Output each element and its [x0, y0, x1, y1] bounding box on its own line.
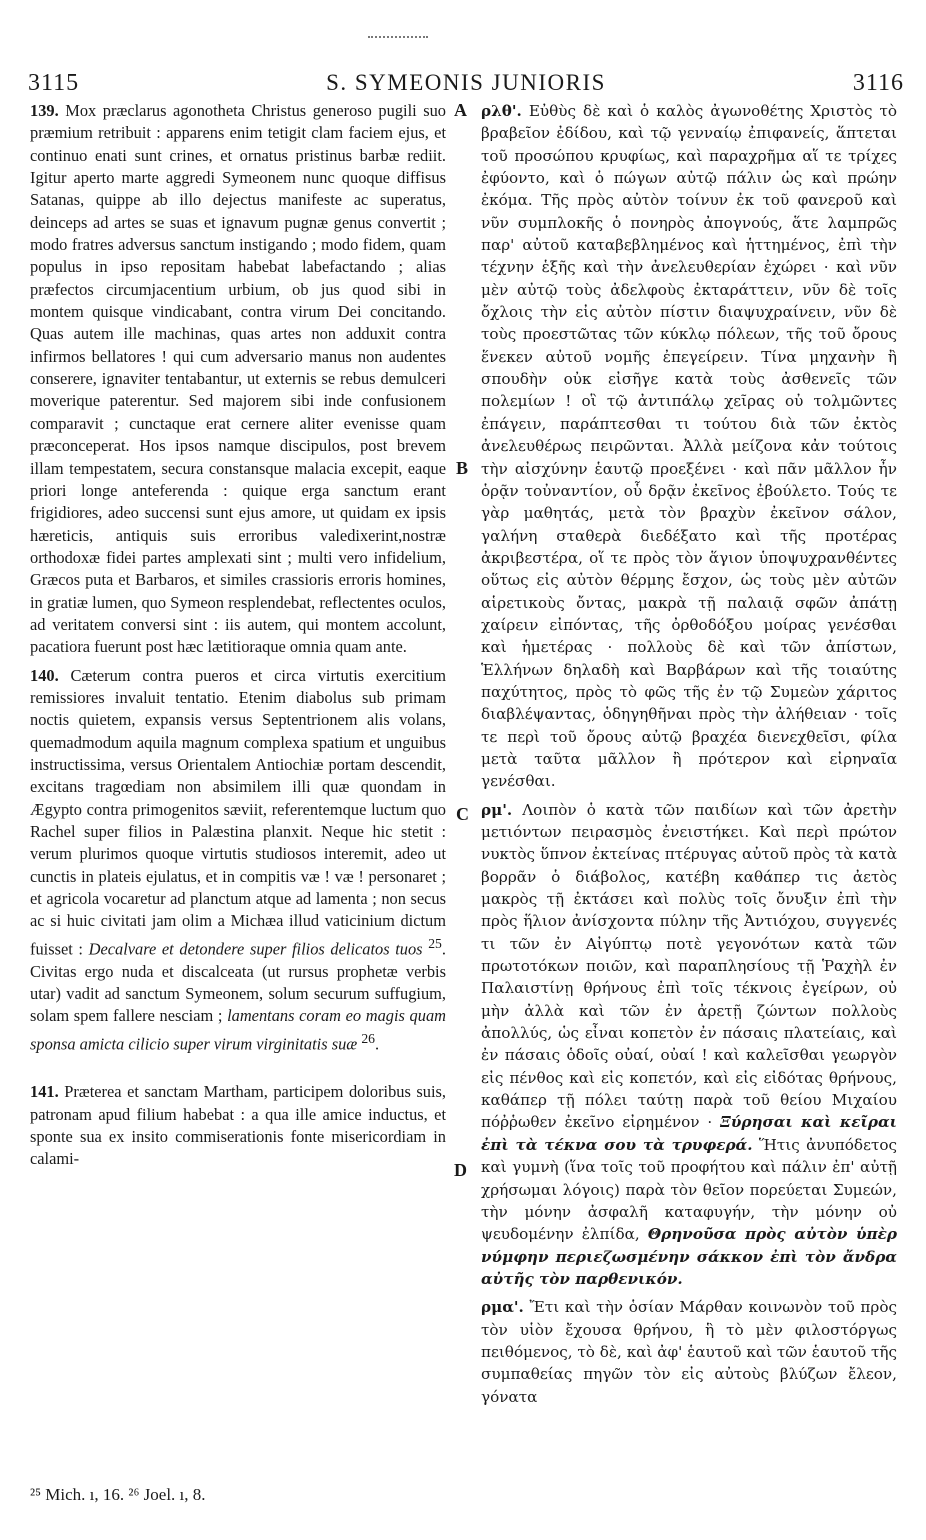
paragraph-number: ρμ'.	[481, 800, 513, 819]
paragraph-text: Λοιπὸν ὁ κατὰ τῶν παιδίων καὶ τῶν ἀρετὴν μετιόντων πειρασμὸς ἐνειστήκει. Καὶ περὶ πρώτον νυκτὸς ὕπνον ἐκτείνας πτέρυγας αὐτοῦ πρὸς τὰ κατὰ βορρᾶν ὁ διάβολος, κατέβη καθάπερ τις ἀετὸς μακρὸς τῇ ἐκτάσει καὶ πολὺς τοῖς ὄνυξιν ἐπὶ τὴν πρὸς ἥλιον ἀνίσχοντα πύλην τῆς Ἀντιόχου, συγγενές τι τῶν ἐν Αἰγύπτῳ ποτὲ γεγονότων κατὰ τῶν πρωτοτόκων ποιῶν, καὶ παραπλησίους τῇ Ῥαχὴλ ἐν Παλαιστίνῃ θρήνους ἐπὶ τοῖς τέκνοις ἐγείρων, οὐ μὴν ἀλλὰ καὶ τῶν ἐν ἀρετῇ ζώντων πολλοὺς ἀπολλύς, ὡς εἶναι κοπετὸν ἐν πάσαις πλατείαις, καὶ ἐν πάσαις ὁδοῖς οὐαί, οὐαί ! καὶ καλεῖσθαι γεωργὸν εἰς πένθος καὶ εἰς κοπετόν, καὶ εἰς εἰδότας θρήνους, καθάπερ τῇ πόλει ταύτῃ παρὰ τοῦ θείου Μιχαίου πόῤῥωθεν ἐκεῖνο εἰρημένον ·	[481, 800, 897, 1132]
margin-letter-c: C	[456, 804, 469, 824]
paragraph-text: Ἥτις ἀνυπόδετος καὶ γυμνὴ (ἵνα τοῖς τοῦ προφήτου καὶ πάλιν ἐπ' αὐτῇ χρήσωμαι λόγοις) παρὰ τὸν θεῖον πορεύεται Συμεών, τὴν μόνην ἀσφαλῆ καταφυγήν, τὴν μόνην οὐ ψευδομένην ἐλπίδα,	[481, 1135, 897, 1244]
paragraph-text: Cæterum contra pueros et circa virtutis exercitium remissiores invaluit tentatio. Etenim diabolus sub primam noctis quietem, expansis versus Septentrionem alis volans, quemadmodum aquila magnum complexa spatium et unguibus instructissima, versus Orientalem Antiochiæ portam descendit, excitans tragœdiam non absimilem illi quæ quondam in Ægypto contra primogenitos sæviit, referentemque luctum quo Rachel super filios in Palæstina planxit. Neque hic stetit : verum plurimos quoque virtutis studiosos interemit, adeo ut cunctis in plateis ejulatus, et in compitis væ ! væ ! personaret ; et agricola vocaretur ad planctum atque ad lamenta ; non secus ac si huic civitati jam olim a Michæa illud vaticinium dictum fuisset :	[30, 665, 446, 959]
paragraph-number: 140.	[30, 665, 59, 685]
margin-letter-d: D	[454, 1160, 467, 1180]
footnote-ref: 26	[361, 1030, 375, 1046]
paragraph-text: Mox præclarus agonotheta Christus generoso pugili suo præmium retribuit : apparens enim tetigit clam faciem ejus, et continuo enati sunt crines, et ornatus pristinus barbæ rediit. Igitur aperto marte aggredi Symeonem nunc quoque diffisus Satanas, quippe ab illo dejectus manifeste ac superatus, deinceps ad artes se suas et ignavum pugnæ genus convertit ; modo fratres adversus sanctum instigando ; modo fidem, quam populus in ipso repositam habebat labefactando ; alias præfectos circumjacentium urbium, ob jus quod sibi in montem quisque vindicabant, contra virum Dei concitando. Quas autem ille machinas, quas artes non adduxit contra infirmos bellatores ! qui cum adversario manus non audentes conserere, ignaviter tentabantur, ut externis se rebus demulceri moverique paterentur. Sed majorem sibi inde confusionem comparavit ; cunctaque erat cernere aliter evenisse quam præconceperat. Hos ipsos namque discipulos, post brevem illam tempestatem, secura constansque malacia excepit, eaque priori longe anteferenda : quique erga sanctum erant frigidiores, adeo succensi sunt ejus amore, ut quidam ex ipsis hæreticis, antiquis suis erroribus valedixerint,nostræ orthodoxæ fidei partes amplexati sint ; multi vero infidelium, Græcos puta et Barbaros, et similes crassioris erroris homines, in gratiæ lumen, quo Symeon resplendebat, reflectentes oculos, ad veritatem conversi sint : iis autem, qui montem accolunt, pacatiora fuerunt post hæc lætitioraque omnia quam ante.	[30, 101, 446, 657]
footnote-ref: 25	[428, 935, 442, 951]
scripture-quote: Decalvare et detondere super filios delicatos tuos	[88, 939, 423, 959]
scripture-quote: Θρηνοῦσα πρὸς αὐτὸν ὑπὲρ νύμφην περιεζωσμένην σάκκον ἐπὶ τὸν ἄνδρα αὐτῆς τὸν παρθενικόν.	[481, 1225, 897, 1288]
paragraph-text: Præterea et sanctam Martham, participem doloribus suis, patronam apud filium habebat : a qua ille amice inductus, et sponte sua ex insito commiserationis fonte misericordiam in calami-	[30, 1082, 446, 1169]
greek-column	[481, 100, 897, 1408]
scripture-quote: lamentans coram eo magis quam sponsa amicta cilicio super virum virginitatis suæ	[30, 1006, 446, 1054]
page-number-left: 3115	[28, 70, 80, 96]
margin-letter-a: A	[454, 100, 467, 120]
footnotes: ²⁵ Mich. ı, 16. ²⁶ Joel. ı, 8.	[30, 1485, 206, 1504]
paragraph-text: . Civitas ergo nuda et discalceata (ut rursus prophetæ verbis utar) vadit ad sanctum Symeonem, solum securum suffugium, solam spem fallere nesciam ;	[30, 939, 446, 1026]
greek-paragraph-140	[481, 799, 897, 1291]
paragraph-number: ρλθ'.	[481, 102, 522, 120]
paragraph-number: 141.	[30, 1082, 59, 1102]
paragraph-number: ρμα'.	[481, 1298, 524, 1317]
greek-paragraph-139	[481, 100, 897, 793]
ink-smudge	[368, 36, 428, 42]
paragraph-text: .	[374, 1034, 380, 1054]
margin-letter-b: B	[456, 458, 469, 478]
latin-paragraph-140	[30, 665, 446, 1056]
page-number-right: 3116	[852, 70, 904, 96]
scripture-quote: Ξύρησαι καὶ κεῖραι ἐπὶ τὰ τέκνα σου τὰ τρυφερά.	[481, 1113, 898, 1154]
page-header	[28, 70, 904, 100]
paragraph-text: Εὐθὺς δὲ καὶ ὁ καλὸς ἀγωνοθέτης Χριστὸς τὸ βραβεῖον ἐδίδου, καὶ τῷ γενναίῳ ἐπιφανείς, ἅπτεται τοῦ προσώπου κρυφίως, καὶ παραχρῆμα αἵ τε τρίχες ἐφύοντο, καὶ ὁ πώγων αὐτῷ πάλιν ὡς καὶ πρώην ἐκόμα. Τῆς πρὸς αὐτὸν τοίνυν ἐκ τοῦ φανεροῦ καὶ νῦν συμπλοκῆς ὁ πονηρὸς ἀπογνούς, ἅτε λαμπρῶς παρ' αὐτοῦ καταβεβλημένος καὶ ἡττημένος, ἐπὶ τὴν τέχνην ἑξῆς καὶ τὴν ἀνελευθερίαν ἐχώρει · καὶ νῦν μὲν αὐτῷ τοὺς ἀδελφοὺς ἐκταράττειν, νῦν δὲ τοῖς ὄχλοις τὴν εἰς αὐτὸν πίστιν διαψυχραίνειν, νῦν δὲ τοὺς προεστῶτας τῶν κύκλῳ πόλεων, τῆς τοῦ ὄρους ἕνεκεν αὐτοῦ νομῆς ἐπεγείρειν. Τίνα μηχανὴν ἢ σπουδὴν οὐκ εἰσῆγε κατὰ τοὺς ἀσθενεῖς τῶν πολεμίων ! οἳ τῷ ἀντιπάλῳ χεῖρας οὐ τολμῶντες ἐπάγειν, παράπτεσθαι τι τούτου διὰ τῶν ἐκτὸς ἀνελευθέρως πειρῶνται. Ἀλλὰ μείζονα κἀν τούτοις τὴν αἰσχύνην ἑαυτῷ προεξένει · καὶ πᾶν μᾶλλον ἦν ὁρᾷν τοὐναντίον, οὗ δρᾷν ἐκεῖνος ἐβούλετο. Τούς τε γὰρ μαθητάς, μετὰ τὸν βραχὺν ἐκεῖνον σάλον, γαλήνη σταθερὰ διεδέξατο καὶ τῆς προτέρας ἀκριβεστέρα, οἵ τε πρὸς τὸν ἅγιον ὑποψυχρανθέντες οὕτως εἰς αὐτὸν θέρμης ἔσχον, ὡς τοὺς μὲν αὐτῶν αἱρετικοὺς ὄντας, μακρὰ τῇ παλαιᾷ σφῶν ἀπάτῃ χαίρειν εἰπόντας, τῆς ὀρθοδόξου μοίρας γενέσθαι καὶ ἡμετέρας · πολλοὺς δὲ καὶ τῶν ἀπίστων, Ἑλλήνων δηλαδὴ καὶ Βαρβάρων καὶ τῆς τοιαύτης παχύτητος, πρὸς τὸ φῶς τῆς ἐν τῷ Συμεὼν χάριτος διαβλέψαντας, ὁδηγηθῆναι πρὸς τὴν ἀλήθειαν · τοῖς τε περὶ τοῦ ὄρους αὐτῷ βραχέα διενεχθεῖσι, φίλα μετὰ ταῦτα μᾶλλον ἢ πρότερον καὶ εἰρηναῖα γενέσθαι.	[481, 102, 898, 791]
running-title: S. SYMEONIS JUNIORIS	[326, 70, 606, 95]
latin-paragraph-141	[30, 1081, 446, 1170]
latin-paragraph-139	[30, 100, 446, 659]
latin-column	[30, 100, 446, 1171]
paragraph-number: 139.	[30, 101, 59, 120]
greek-paragraph-141	[481, 1296, 897, 1408]
paragraph-text: Ἔτι καὶ τὴν ὁσίαν Μάρθαν κοινωνὸν τοῦ πρὸς τὸν υἱὸν ἔχουσα θρήνου, ἣ τὸ μὲν φιλοστόργως πειθόμενος, τὸ δὲ, καὶ ἀφ' ἑαυτοῦ καὶ τῶν ἑαυτοῦ τῆς συμπαθείας πηγῶν τὸν εἰς αὐτοὺς βλύζων ἔλεον, γόνατα	[481, 1298, 897, 1406]
